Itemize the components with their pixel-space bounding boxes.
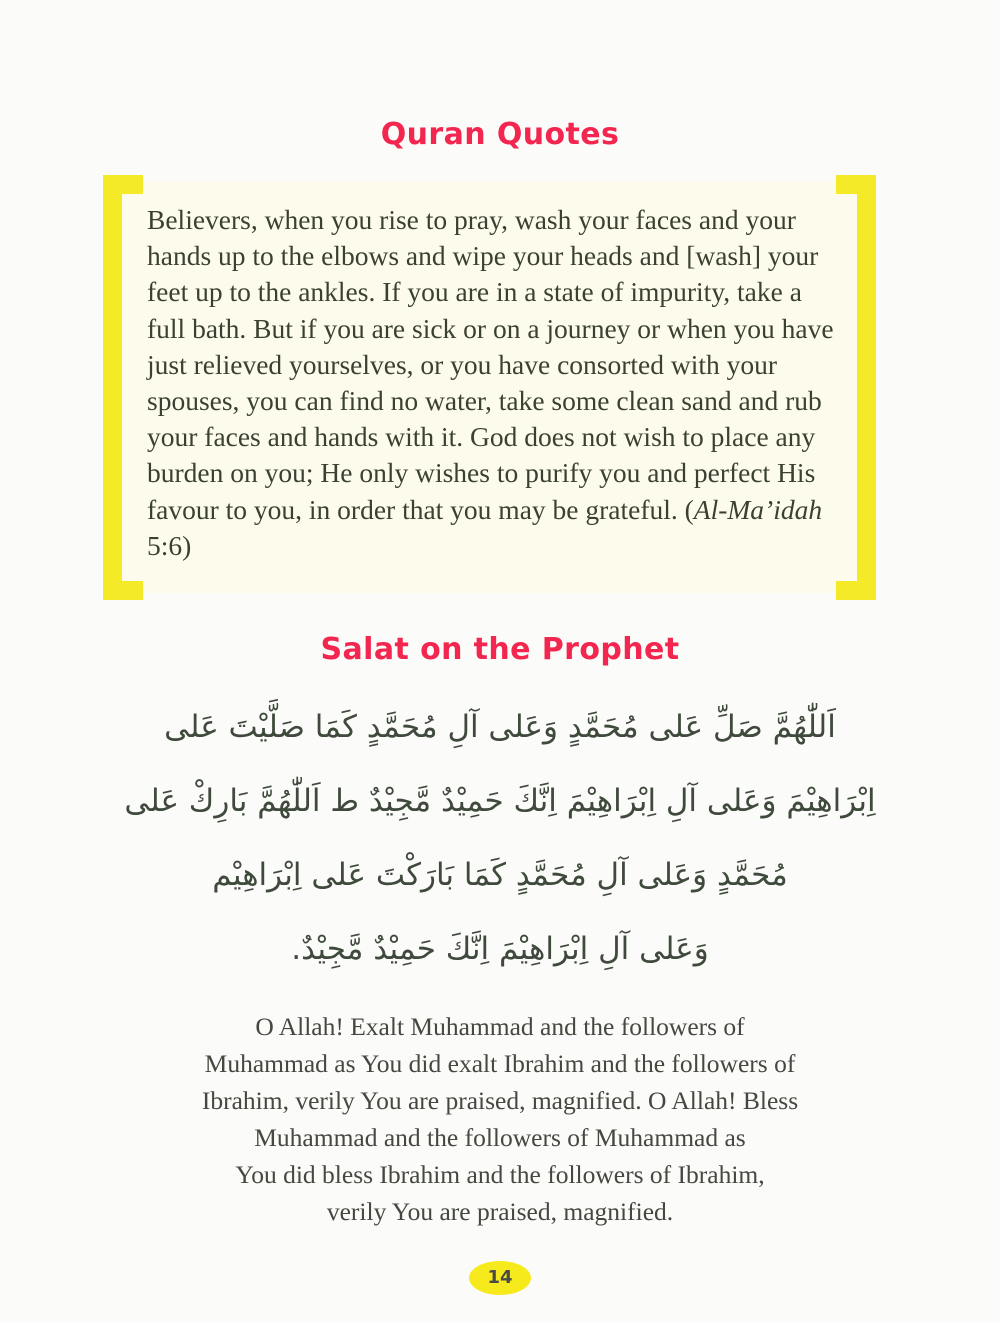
citation-open-paren: ( <box>684 493 694 525</box>
citation-verse-number: 5:6) <box>147 529 192 561</box>
page-number-badge: 14 <box>469 1261 531 1295</box>
translation-line: Ibrahim, verily You are praised, magnified. O Allah! Bless <box>201 1086 799 1115</box>
page-title-quran-quotes: Quran Quotes <box>380 117 620 152</box>
quran-quote-box <box>103 175 876 600</box>
translation-line: Muhammad and the followers of Muhammad as <box>254 1123 746 1152</box>
translation-line: Muhammad as You did exalt Ibrahim and the followers of <box>204 1049 796 1078</box>
quran-quote-text <box>147 202 837 564</box>
translation-line: O Allah! Exalt Muhammad and the followers of <box>255 1012 745 1041</box>
arabic-line: وَعَلى آلِ اِبْرَاهِيْمَ اِنَّكَ حَمِيْدٌ مَّجِيْدٌ. <box>291 931 709 967</box>
translation-line: You did bless Ibrahim and the followers of Ibrahim, <box>235 1160 765 1189</box>
quote-bracket-left-icon <box>103 175 152 600</box>
quote-body: Believers, when you rise to pray, wash your faces and your hands up to the elbows and wipe your heads and [wash] your feet up to the ankles. If you are in a state of impurity, take a full bath. But if you are sick or on a journey or when you have just relieved yourselves, or you have consorted with your spouses, you can find no water, take some clean sand and rub your faces and hands with it. God does not wish to place any burden on you; He only wishes to purify you and perfect His favour to you, in order that you may be grateful. <box>147 204 834 525</box>
salat-arabic-text <box>90 690 910 986</box>
arabic-line: اَللّٰهُمَّ صَلِّ عَلى مُحَمَّدٍ وَعَلى آلِ مُحَمَّدٍ كَمَا صَلَّيْتَ عَلى <box>164 709 836 745</box>
arabic-line: اِبْرَاهِيْمَ وَعَلى آلِ اِبْرَاهِيْمَ اِنَّكَ حَمِيْدٌ مَّجِيْدٌ ط اَللّٰهُمَّ بَارِكْ عَلى <box>124 783 876 819</box>
section-title-salat-on-the-prophet: Salat on the Prophet <box>320 632 680 667</box>
citation-surah-name: Al-Ma’idah <box>693 493 823 525</box>
arabic-line: مُحَمَّدٍ وَعَلى آلِ مُحَمَّدٍ كَمَا بَارَكْتَ عَلى اِبْرَاهِيْم <box>212 857 788 893</box>
translation-line: verily You are praised, magnified. <box>326 1197 674 1226</box>
salat-translation-text <box>110 1008 890 1230</box>
